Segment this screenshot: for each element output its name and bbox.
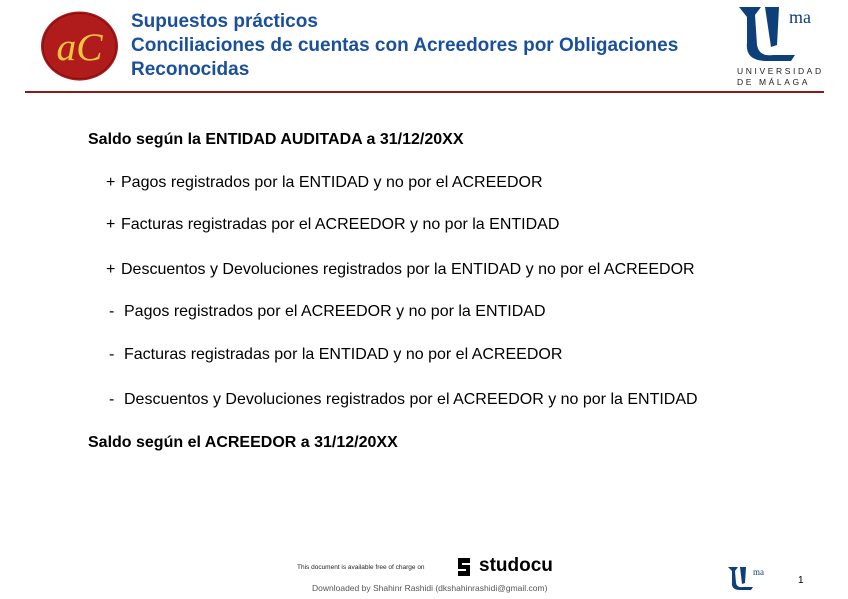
studocu-logo-icon[interactable] xyxy=(455,556,473,578)
list-item xyxy=(109,391,698,409)
university-logo xyxy=(737,5,819,63)
list-item-text: Facturas registradas por la ENTIDAD y no por el ACREEDOR xyxy=(124,346,563,363)
heading-saldo-acreedor: Saldo según el ACREEDOR a 31/12/20XX xyxy=(88,434,398,451)
header-divider xyxy=(25,91,824,93)
list-item-sign: + xyxy=(106,261,116,278)
university-name-line-1: UNIVERSIDAD xyxy=(737,66,824,76)
list-item-sign: - xyxy=(109,346,115,363)
header-title xyxy=(131,10,731,82)
university-small-logo-text: ma xyxy=(753,567,764,577)
heading-saldo-entidad: Saldo según la ENTIDAD AUDITADA a 31/12/20XX xyxy=(88,131,464,148)
university-logo-text: ma xyxy=(789,7,811,27)
footer-downloaded-by: Downloaded by Shahinr Rashidi (dkshahinrashidi@gmail.com) xyxy=(312,583,548,593)
title-line-1: Supuestos prácticos xyxy=(131,11,318,32)
university-small-logo xyxy=(727,565,769,591)
list-item xyxy=(109,346,562,364)
ac-logo xyxy=(40,10,119,82)
list-item xyxy=(109,303,546,321)
list-item-text: Descuentos y Devoluciones registrados por la ENTIDAD y no por el ACREEDOR xyxy=(121,261,695,278)
list-item-sign: - xyxy=(109,391,115,408)
list-item xyxy=(106,261,695,279)
university-name-line-2: DE MÁLAGA xyxy=(737,77,810,87)
list-item xyxy=(106,216,559,234)
page-number: 1 xyxy=(798,575,804,586)
list-item xyxy=(106,174,543,192)
list-item-sign: + xyxy=(106,174,116,191)
list-item-sign: + xyxy=(106,216,116,233)
footer-availability: This document is available free of charge on xyxy=(297,564,425,571)
title-line-3: Reconocidas xyxy=(131,59,250,80)
list-item-text: Descuentos y Devoluciones registrados por el ACREEDOR y no por la ENTIDAD xyxy=(124,391,698,408)
list-item-text: Facturas registradas por el ACREEDOR y no por la ENTIDAD xyxy=(121,216,560,233)
list-item-text: Pagos registrados por la ENTIDAD y no por el ACREEDOR xyxy=(121,174,543,191)
list-item-text: Pagos registrados por el ACREEDOR y no por la ENTIDAD xyxy=(124,303,546,320)
title-line-2: Conciliaciones de cuentas con Acreedores por Obligaciones xyxy=(131,35,679,56)
list-item-sign: - xyxy=(109,303,115,320)
studocu-brand-link[interactable]: studocu xyxy=(479,555,553,576)
university-name xyxy=(737,66,823,88)
ac-logo-text: aC xyxy=(56,24,103,69)
